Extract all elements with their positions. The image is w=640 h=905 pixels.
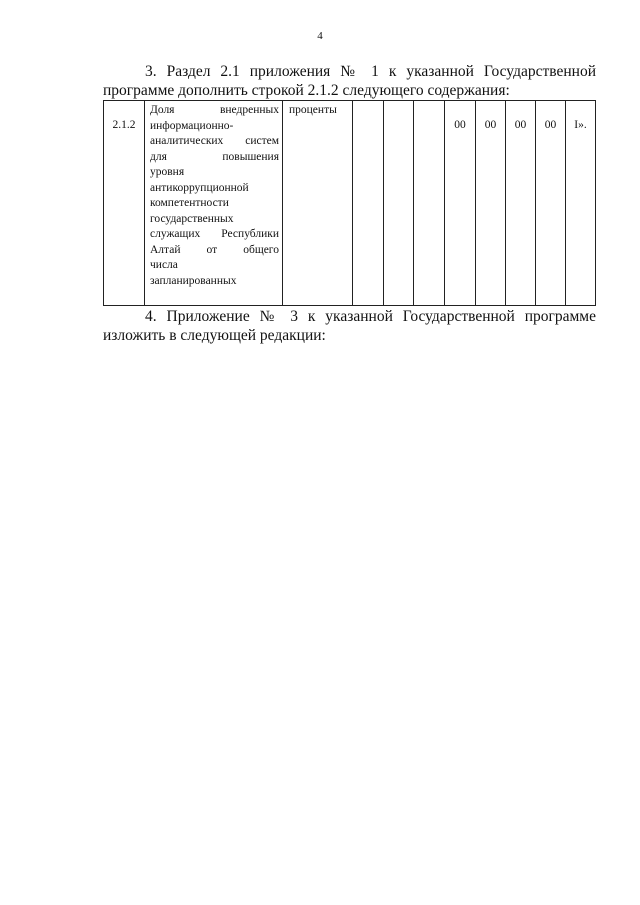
unit-cell: проценты <box>283 101 353 306</box>
description-line: для повышения <box>150 150 279 163</box>
description-line: антикоррупционной <box>150 181 249 194</box>
paragraph-3-line-1: 3. Раздел 2.1 приложения № 1 к указанной Государственной <box>145 63 596 80</box>
paragraph-4-line-2: изложить в следующей редакции: <box>103 327 326 344</box>
description-line: государственных <box>150 212 234 225</box>
value-cell: 00 <box>445 101 476 306</box>
description-line: Доля внедренных <box>150 104 279 116</box>
empty-cell <box>353 101 384 306</box>
paragraph-3-line-2: программе дополнить строкой 2.1.2 следующего содержания: <box>103 82 510 99</box>
paragraph-3 <box>103 62 596 100</box>
empty-cell <box>414 101 445 306</box>
paragraph-4 <box>103 307 596 345</box>
value-cell: 00 <box>476 101 506 306</box>
value-cell: 00 <box>536 101 566 306</box>
page-number: 4 <box>317 30 323 42</box>
row-number-cell: 2.1.2 <box>104 101 145 306</box>
description-line: компетентности <box>150 197 229 209</box>
description-line: запланированных <box>150 274 237 287</box>
description-line: числа <box>150 259 178 271</box>
empty-cell <box>384 101 414 306</box>
paragraph-4-line-1: 4. Приложение № 3 к указанной Государственной программе <box>145 308 596 325</box>
description-line: уровня <box>150 166 185 178</box>
description-line: информационно- <box>150 119 234 132</box>
indicator-description-cell <box>145 101 283 306</box>
value-cell: 00 <box>506 101 536 306</box>
description-line: служащих Республики <box>150 228 279 240</box>
description-line: Алтай от общего <box>150 243 279 256</box>
value-cell: I». <box>566 101 596 306</box>
description-line: аналитических систем <box>150 135 279 147</box>
program-table-row <box>103 100 596 306</box>
